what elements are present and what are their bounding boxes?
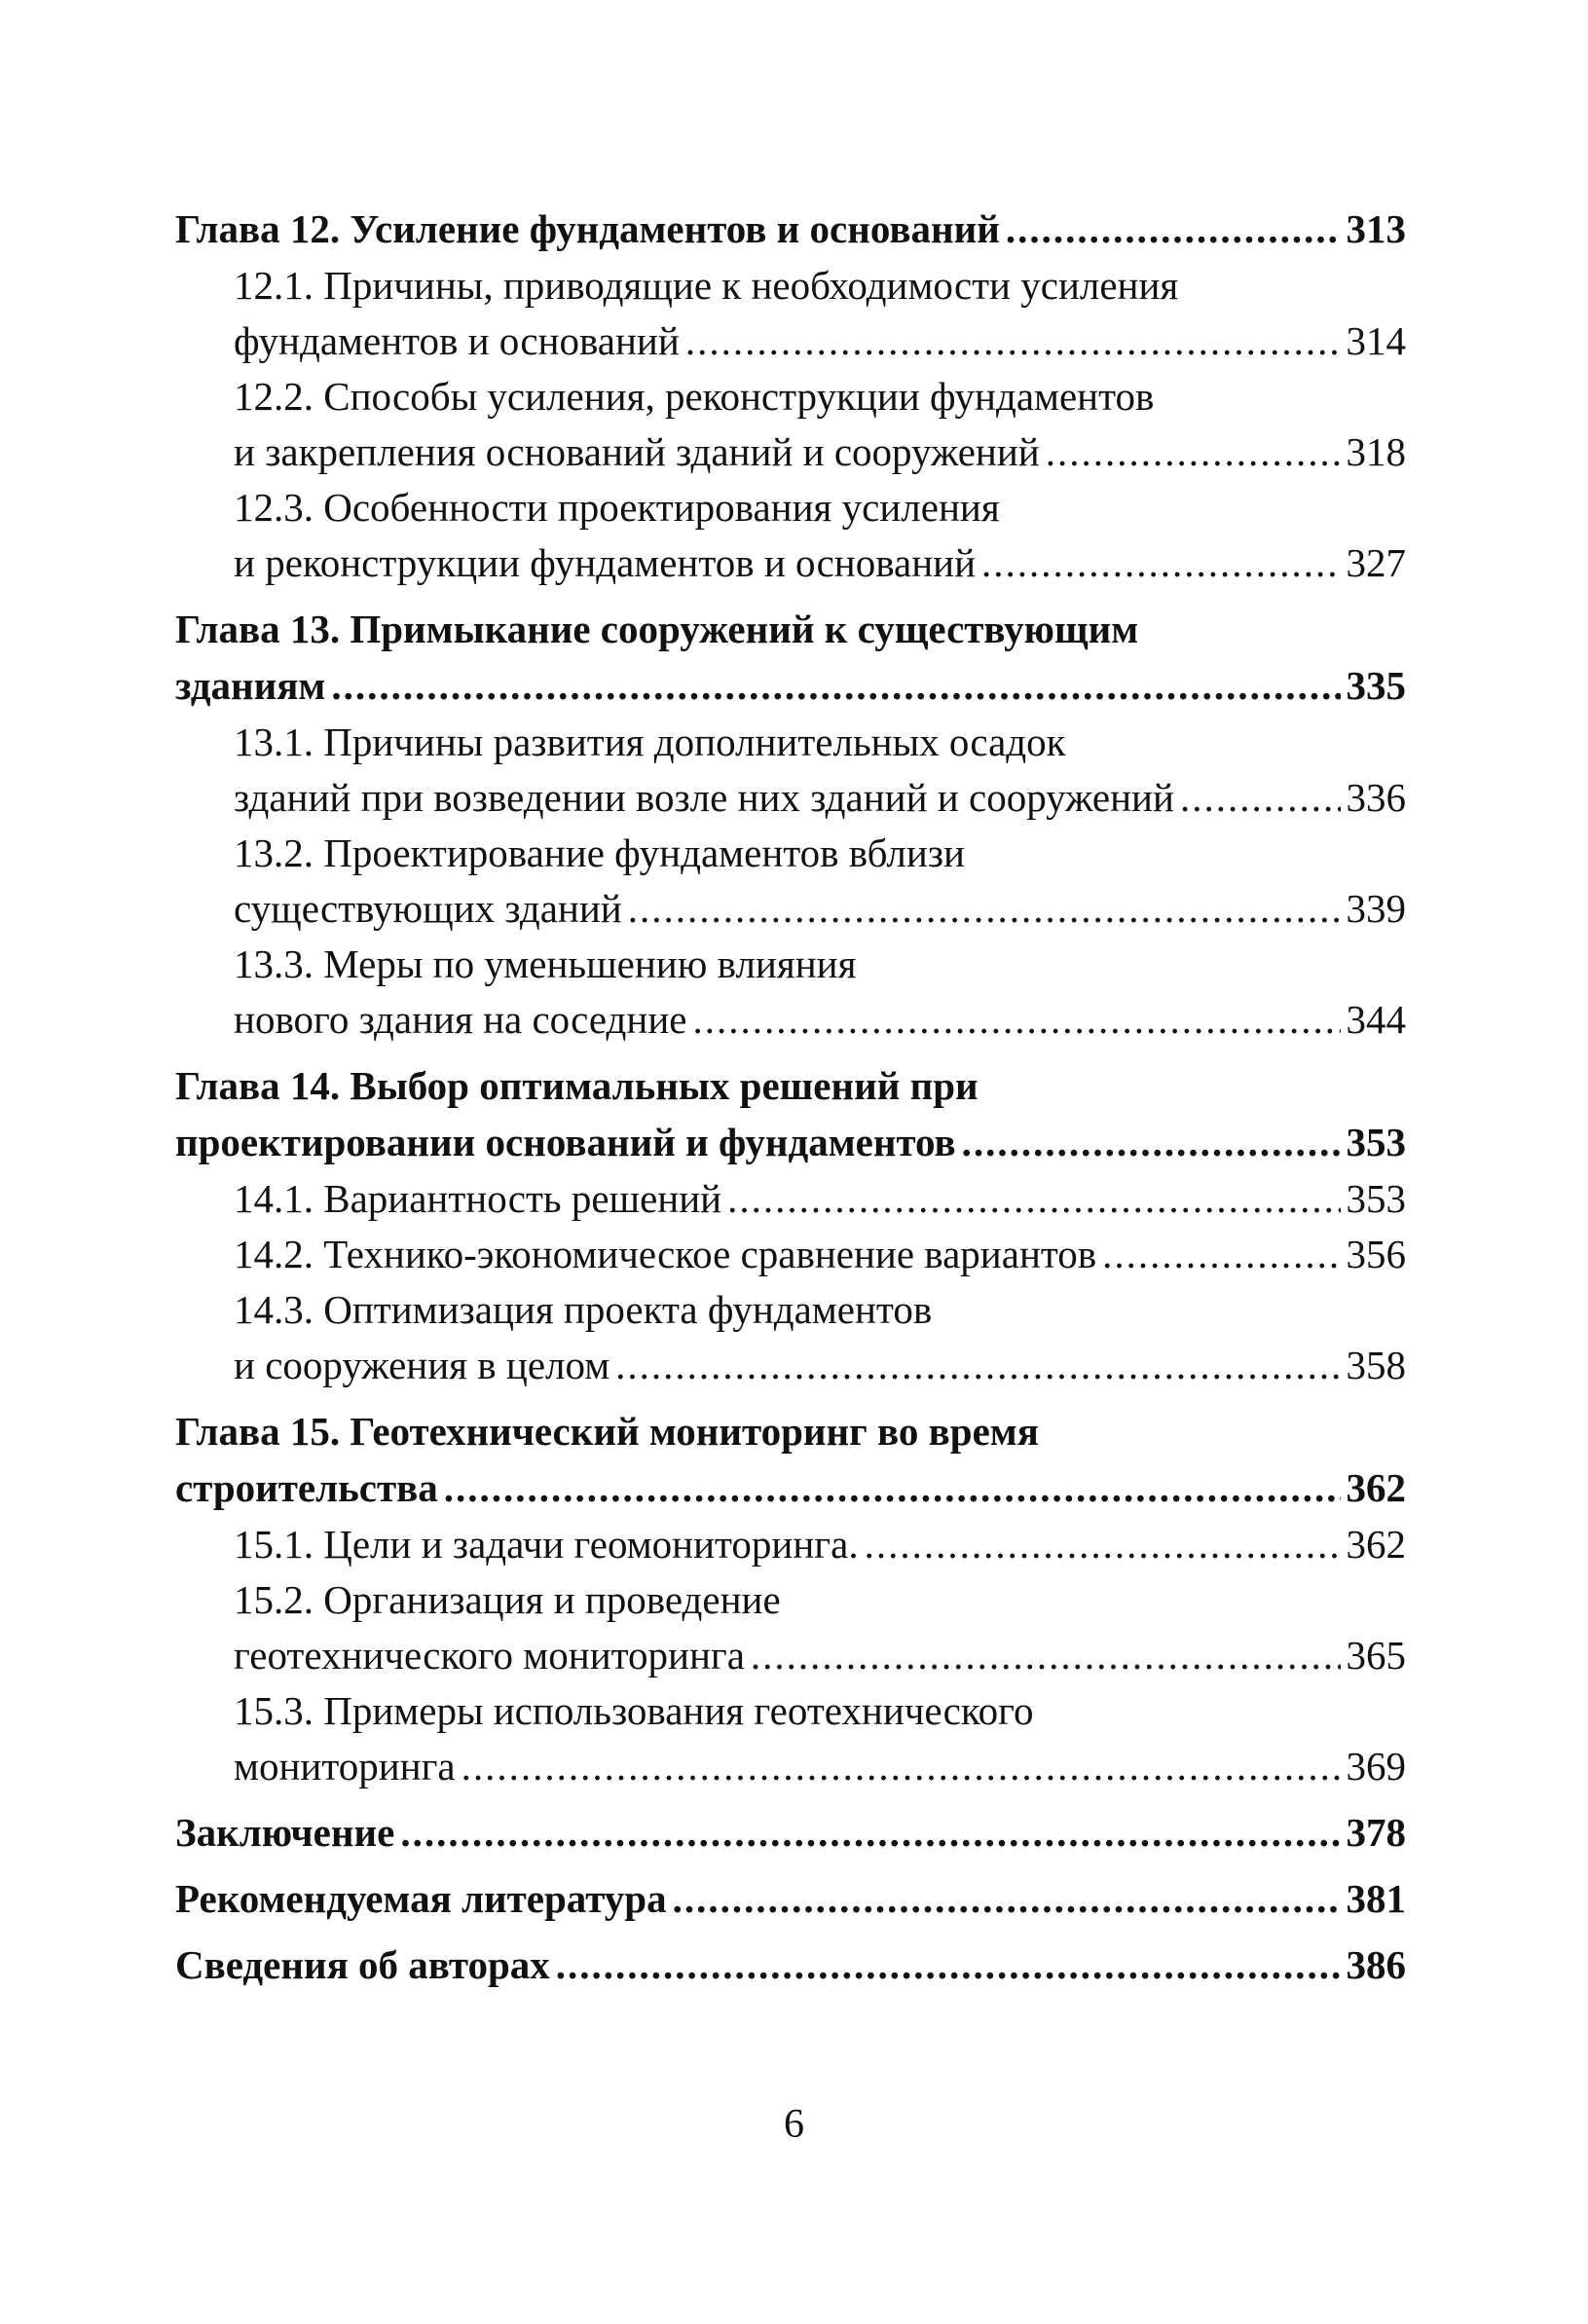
toc-page-number: 327: [1346, 540, 1406, 585]
toc-section-13-2[interactable]: [175, 826, 1406, 937]
toc-title-cont: зданиям: [175, 663, 326, 708]
toc-section-12-1[interactable]: [175, 258, 1406, 369]
toc-title: 15.1. Цели и задачи геомониторинга.: [234, 1522, 859, 1567]
toc-authors[interactable]: [175, 1937, 1406, 1993]
toc-section-12-2[interactable]: [175, 369, 1406, 480]
toc-page-number: 335: [1346, 663, 1406, 708]
toc-title-cont: зданий при возведении возле них зданий и сооружений: [234, 775, 1174, 820]
toc-section-14-3[interactable]: [175, 1282, 1406, 1393]
toc-page-number: 318: [1346, 429, 1406, 474]
toc-leader-line: [234, 1227, 1406, 1282]
toc-title: Глава 13. Примыкание сооружений к существующим: [175, 607, 1139, 651]
toc-page-number: 344: [1346, 997, 1406, 1042]
table-of-contents: [175, 201, 1406, 1993]
toc-dot-leader: [1180, 770, 1341, 826]
toc-leader-line: [175, 657, 1406, 714]
toc-chapter-15[interactable]: [175, 1403, 1406, 1516]
toc-leader-line: [234, 1628, 1406, 1683]
toc-title: 15.3. Примеры использования геотехнического: [234, 1688, 1034, 1733]
toc-conclusion[interactable]: [175, 1804, 1406, 1861]
toc-dot-leader: [673, 1870, 1341, 1927]
toc-section-14-1[interactable]: [175, 1171, 1406, 1227]
toc-leader-line: [175, 1114, 1406, 1170]
toc-dot-leader: [331, 657, 1340, 714]
toc-title: Рекомендуемая литература: [175, 1876, 667, 1921]
toc-leader-line: [175, 1870, 1406, 1927]
toc-section-15-3[interactable]: [175, 1683, 1406, 1794]
toc-page-number: 378: [1346, 1810, 1406, 1855]
toc-title-cont: геотехнического мониторинга: [234, 1633, 745, 1678]
toc-title-cont: нового здания на соседние: [234, 997, 687, 1042]
toc-dot-leader: [751, 1628, 1341, 1683]
toc-literature[interactable]: [175, 1870, 1406, 1927]
toc-leader-line: [234, 424, 1406, 480]
toc-title: Глава 15. Геотехнический мониторинг во время: [175, 1409, 1039, 1454]
toc-dot-leader: [685, 314, 1341, 369]
toc-title-cont: и сооружения в целом: [234, 1343, 610, 1387]
toc-page-number: 356: [1346, 1232, 1406, 1276]
toc-page-number: 362: [1346, 1465, 1406, 1510]
toc-section-14-2[interactable]: [175, 1227, 1406, 1282]
toc-title: Заключение: [175, 1810, 395, 1855]
toc-title-cont: и закрепления оснований зданий и сооружений: [234, 429, 1040, 474]
toc-page-number: 381: [1346, 1876, 1406, 1921]
toc-title-cont: проектировании оснований и фундаментов: [175, 1120, 956, 1164]
toc-page-number: 313: [1346, 206, 1406, 251]
toc-title: 13.1. Причины развития дополнительных осадок: [234, 719, 1066, 764]
toc-page-number: 353: [1346, 1120, 1406, 1164]
toc-title-cont: существующих зданий: [234, 886, 622, 931]
toc-title-cont: строительства: [175, 1465, 438, 1510]
toc-dot-leader: [865, 1517, 1341, 1572]
toc-title: 12.1. Причины, приводящие к необходимости усиления: [234, 263, 1179, 308]
toc-section-15-1[interactable]: [175, 1517, 1406, 1572]
toc-chapter-13[interactable]: [175, 601, 1406, 714]
toc-page-number: 369: [1346, 1744, 1406, 1789]
toc-dot-leader: [981, 535, 1340, 591]
toc-leader-line: [175, 1804, 1406, 1861]
toc-title: Глава 12. Усиление фундаментов и оснований: [175, 206, 1000, 251]
toc-title: 13.3. Меры по уменьшению влияния: [234, 941, 857, 986]
toc-leader-line: [175, 201, 1406, 257]
toc-title: 13.2. Проектирование фундаментов вблизи: [234, 830, 965, 875]
toc-dot-leader: [556, 1937, 1341, 1993]
toc-dot-leader: [962, 1114, 1341, 1170]
toc-page-number: 339: [1346, 886, 1406, 931]
toc-dot-leader: [1006, 201, 1341, 257]
toc-leader-line: [234, 314, 1406, 369]
toc-title: Глава 14. Выбор оптимальных решений при: [175, 1063, 979, 1108]
toc-section-13-1[interactable]: [175, 715, 1406, 826]
toc-dot-leader: [615, 1338, 1340, 1393]
toc-section-12-3[interactable]: [175, 480, 1406, 591]
toc-dot-leader: [727, 1171, 1340, 1227]
toc-leader-line: [234, 1739, 1406, 1794]
toc-page-number: 386: [1346, 1942, 1406, 1987]
toc-leader-line: [175, 1459, 1406, 1516]
toc-title: 14.1. Вариантность решений: [234, 1176, 722, 1221]
toc-dot-leader: [1102, 1227, 1340, 1282]
toc-title: 12.3. Особенности проектирования усиления: [234, 485, 1000, 530]
toc-title: 14.2. Технико-экономическое сравнение вариантов: [234, 1232, 1097, 1276]
toc-title: 14.3. Оптимизация проекта фундаментов: [234, 1287, 933, 1332]
toc-dot-leader: [462, 1739, 1341, 1794]
toc-leader-line: [175, 1937, 1406, 1993]
toc-page-number: 314: [1346, 318, 1406, 363]
toc-section-15-2[interactable]: [175, 1572, 1406, 1683]
toc-page-number: 358: [1346, 1343, 1406, 1387]
toc-page-number: 362: [1346, 1522, 1406, 1567]
toc-title-cont: мониторинга: [234, 1744, 456, 1789]
toc-page-number: 336: [1346, 775, 1406, 820]
toc-dot-leader: [444, 1459, 1341, 1516]
toc-title: 12.2. Способы усиления, реконструкции фундаментов: [234, 374, 1155, 419]
toc-dot-leader: [692, 992, 1340, 1048]
toc-leader-line: [234, 992, 1406, 1048]
toc-title: Сведения об авторах: [175, 1942, 550, 1987]
toc-dot-leader: [400, 1804, 1340, 1861]
toc-chapter-12[interactable]: [175, 201, 1406, 257]
toc-dot-leader: [628, 881, 1341, 937]
toc-dot-leader: [1046, 424, 1341, 480]
toc-page-number: 353: [1346, 1176, 1406, 1221]
toc-leader-line: [234, 881, 1406, 937]
toc-title-cont: и реконструкции фундаментов и оснований: [234, 540, 977, 585]
toc-chapter-14[interactable]: [175, 1057, 1406, 1170]
toc-leader-line: [234, 535, 1406, 591]
toc-page-number: 365: [1346, 1633, 1406, 1678]
toc-title-cont: фундаментов и оснований: [234, 318, 680, 363]
toc-leader-line: [234, 1171, 1406, 1227]
toc-section-13-3[interactable]: [175, 937, 1406, 1048]
toc-leader-line: [234, 1338, 1406, 1393]
toc-title: 15.2. Организация и проведение: [234, 1577, 781, 1622]
toc-leader-line: [234, 770, 1406, 826]
page-number: 6: [784, 2102, 804, 2147]
toc-leader-line: [234, 1517, 1406, 1572]
